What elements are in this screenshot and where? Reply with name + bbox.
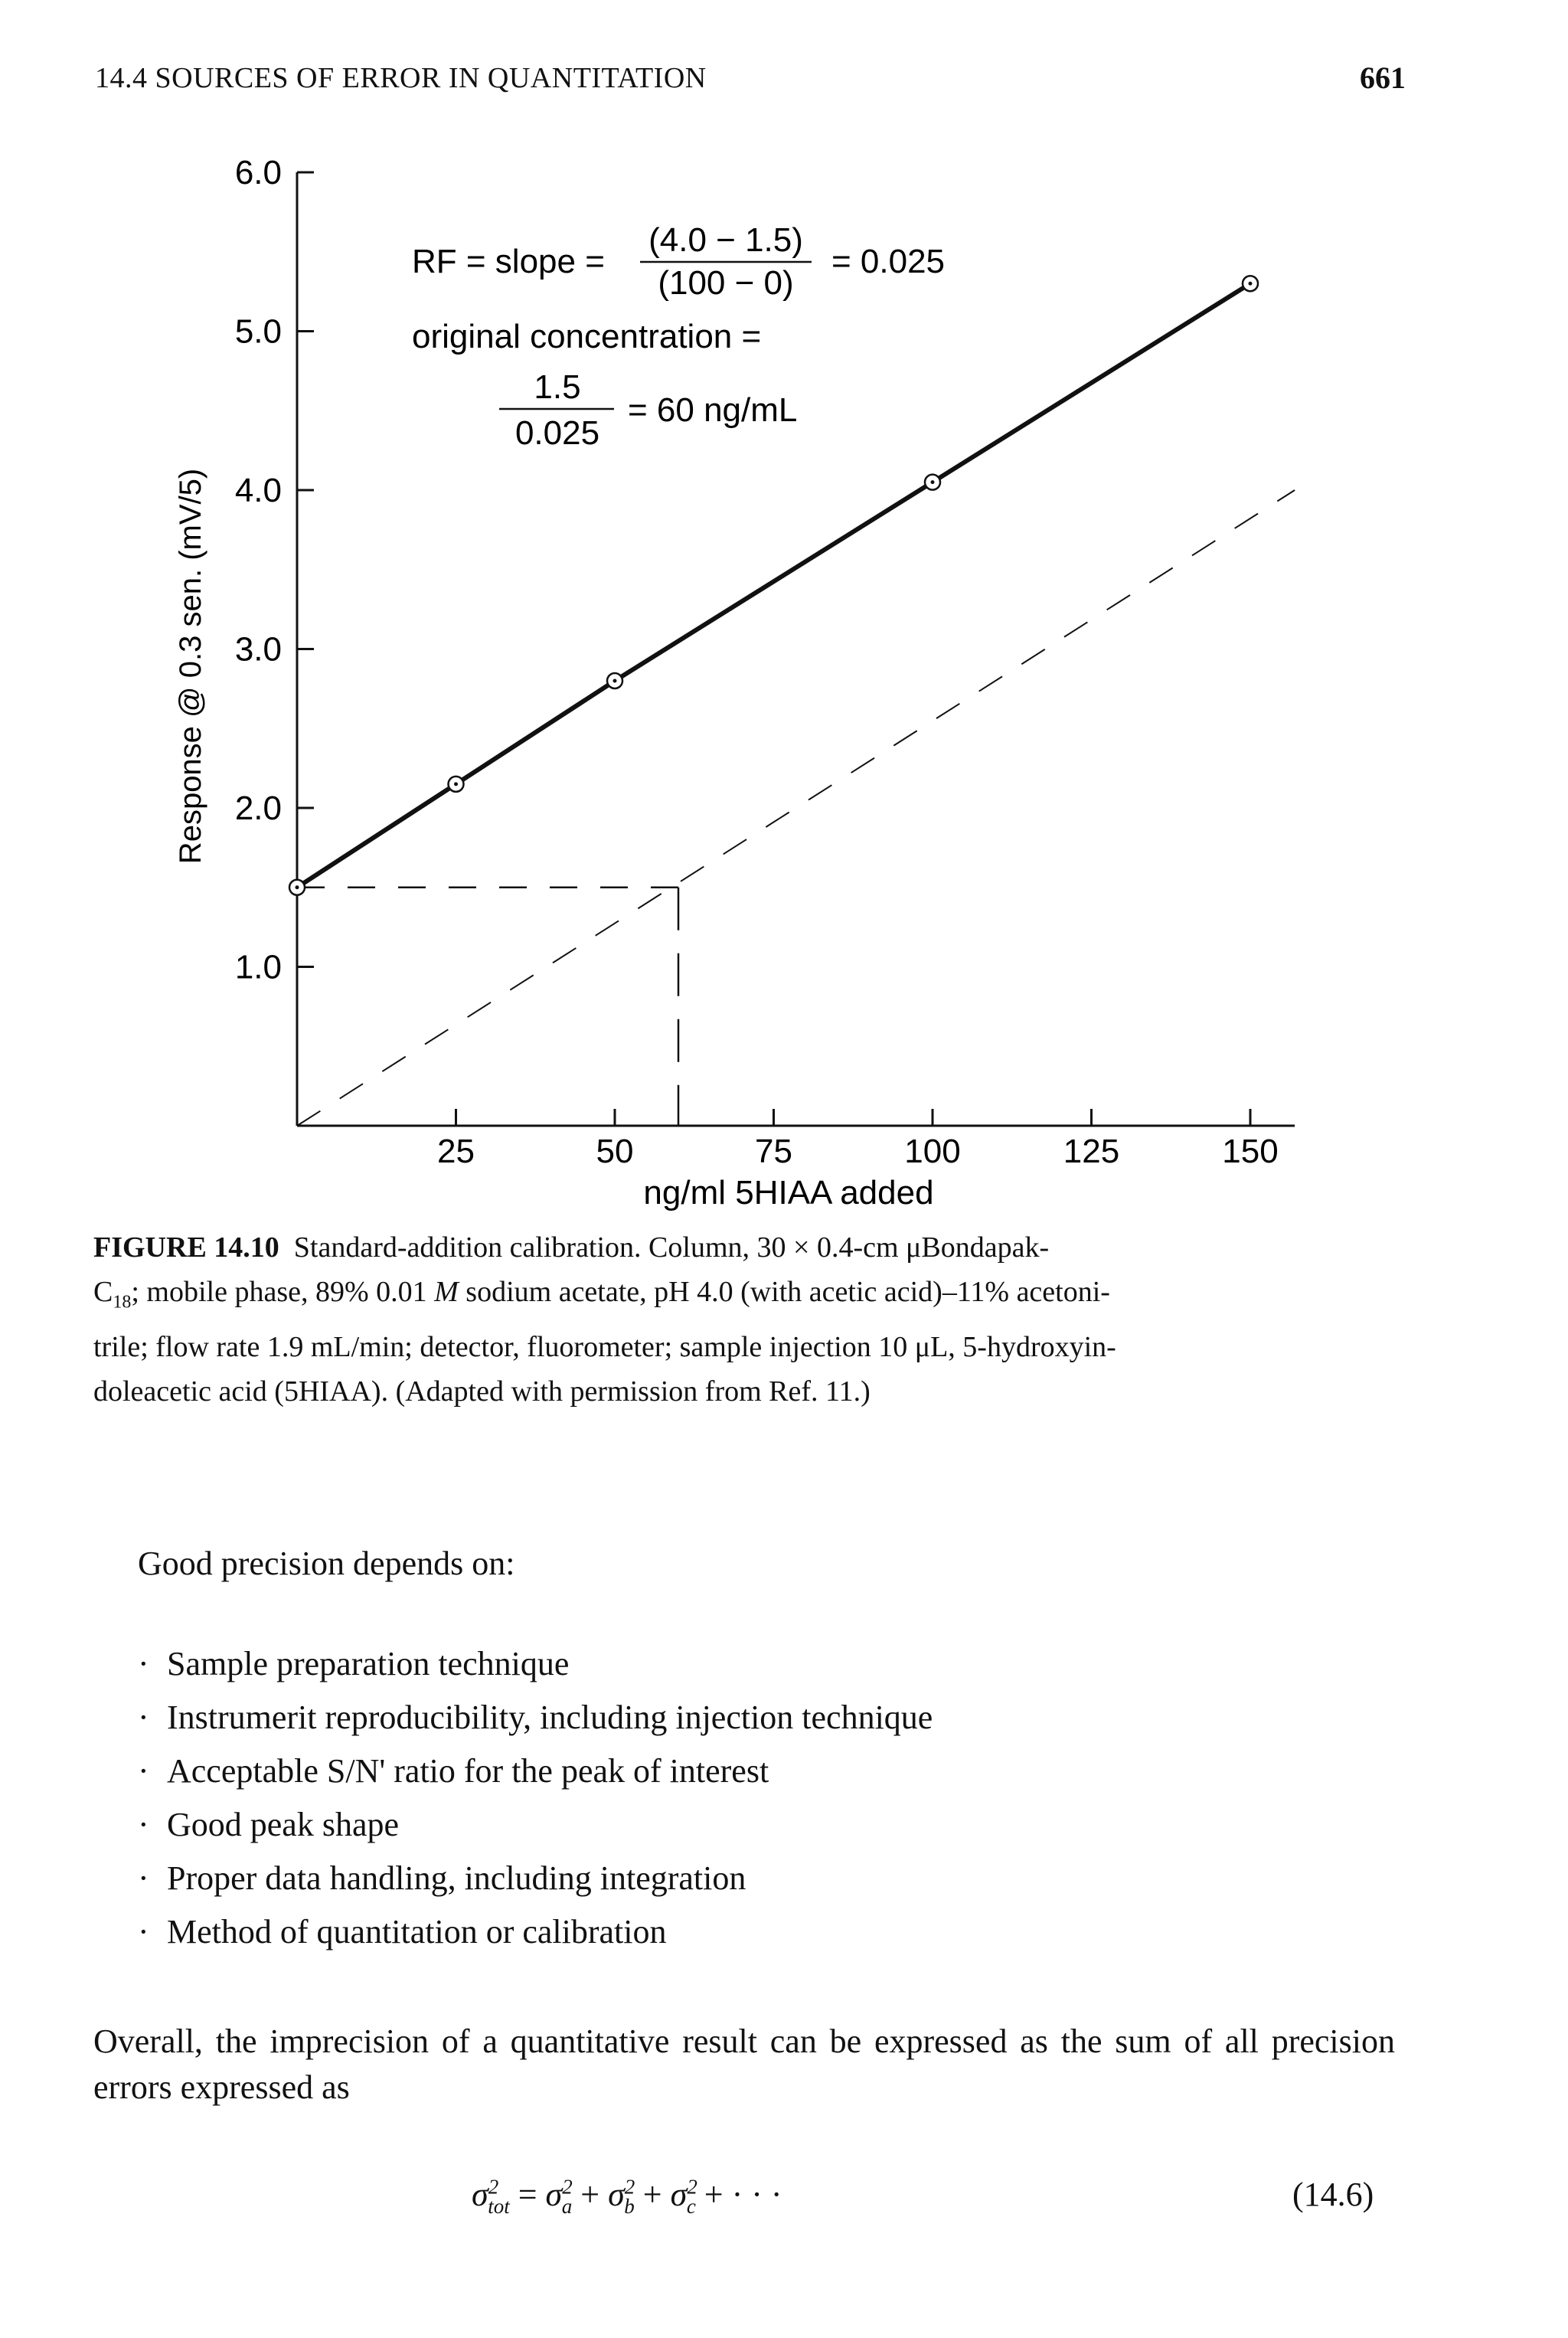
bullet-dot: · (138, 1645, 149, 1682)
orig-denominator: 0.025 (514, 414, 600, 452)
precision-factor-text: Acceptable S/N' ratio for the peak of interest (167, 1752, 769, 1790)
solid-series-line (297, 283, 1250, 888)
orig-numerator: 1.5 (534, 368, 581, 406)
caption-molar: M (434, 1276, 459, 1308)
rf-annotation (412, 221, 945, 452)
precision-factor-text: Sample preparation technique (167, 1645, 570, 1682)
caption-line-2c: sodium acetate, pH 4.0 (with acetic acid)–11% acetoni- (458, 1276, 1110, 1308)
equation-14-6: $\sigma^2_{tot} = \sigma^2_a + \sigma^2_b + \sigma^2_c$ + · · · (472, 2175, 782, 2218)
bullet-dot: · (138, 1752, 149, 1790)
data-point-center (296, 885, 299, 889)
x-tick-label: 25 (437, 1133, 475, 1170)
data-point-center (1249, 282, 1253, 286)
rf-result: = 0.025 (831, 243, 946, 280)
precision-factor-item (138, 1697, 933, 1751)
bullet-dot: · (138, 1913, 149, 1951)
orig-result: = 60 ng/mL (628, 391, 798, 429)
dashed-series-line (297, 490, 1295, 1126)
data-point-center (454, 782, 458, 786)
running-header: 14.4 SOURCES OF ERROR IN QUANTITATION (95, 62, 707, 94)
dashed-line-group (297, 490, 1295, 1126)
rf-numerator: (4.0 − 1.5) (648, 221, 803, 259)
caption-line-3: trile; flow rate 1.9 mL/min; detector, fluorometer; sample injection 10 μL, 5-hydroxyin- (93, 1330, 1116, 1363)
x-axis-ticks (437, 1109, 1279, 1170)
y-axis-label: Response @ 0.3 sen. (mV/5) (174, 468, 207, 865)
x-tick-label: 50 (596, 1133, 634, 1170)
overall-paragraph: Overall, the imprecision of a quantitative result can be expressed as the sum of all precision errors expressed as (93, 2022, 1395, 2106)
precision-factor-text: Instrumerit reproducibility, including injection technique (167, 1699, 933, 1736)
precision-factor-item (138, 1643, 933, 1697)
data-point-center (613, 679, 617, 683)
rf-label: RF = slope = (412, 243, 605, 280)
chart-axes (297, 172, 1295, 1126)
y-axis-ticks (235, 154, 314, 986)
y-tick-label: 6.0 (234, 154, 282, 191)
x-axis-label: ng/ml 5HIAA added (643, 1174, 934, 1212)
bullet-dot: · (138, 1806, 149, 1843)
caption-line-2b: ; mobile phase, 89% 0.01 (131, 1276, 435, 1308)
caption-line-2a: C (93, 1276, 113, 1308)
original-concentration-label: original concentration = (412, 318, 762, 355)
caption-line-1: Standard-addition calibration. Column, 30 × 0.4-cm μBondapak- (293, 1231, 1050, 1264)
data-point-center (931, 480, 935, 484)
x-tick-label: 75 (755, 1133, 792, 1170)
precision-intro: Good precision depends on: (138, 1545, 515, 1582)
y-tick-label: 5.0 (234, 312, 282, 351)
bullet-dot: · (138, 1699, 149, 1736)
precision-factor-text: Method of quantitation or calibration (167, 1913, 667, 1951)
caption-line-4: doleacetic acid (5HIAA). (Adapted with permission from Ref. 11.) (93, 1375, 871, 1408)
precision-factors-list (138, 1643, 933, 1965)
precision-factor-text: Proper data handling, including integration (167, 1859, 746, 1897)
bullet-dot: · (138, 1859, 149, 1897)
page-number: 661 (1360, 60, 1406, 95)
x-tick-label: 150 (1222, 1133, 1279, 1170)
figure-label: FIGURE 14.10 (93, 1231, 279, 1264)
precision-factor-item (138, 1858, 933, 1911)
y-tick-label: 3.0 (234, 630, 282, 669)
figure-caption (93, 1225, 1403, 1414)
y-tick-label: 4.0 (234, 472, 282, 509)
precision-factor-item (138, 1911, 933, 1965)
x-tick-label: 125 (1063, 1133, 1120, 1170)
precision-factor-item (138, 1804, 933, 1858)
caption-subscript: 18 (113, 1292, 132, 1313)
equation-number: (14.6) (1292, 2176, 1374, 2213)
y-tick-label: 2.0 (234, 790, 282, 827)
precision-factor-item (138, 1751, 933, 1804)
precision-factor-text: Good peak shape (167, 1806, 400, 1843)
rf-denominator: (100 − 0) (658, 264, 794, 302)
solid-line-group (297, 283, 1250, 888)
y-tick-label: 1.0 (234, 948, 282, 986)
x-tick-label: 100 (904, 1133, 961, 1170)
